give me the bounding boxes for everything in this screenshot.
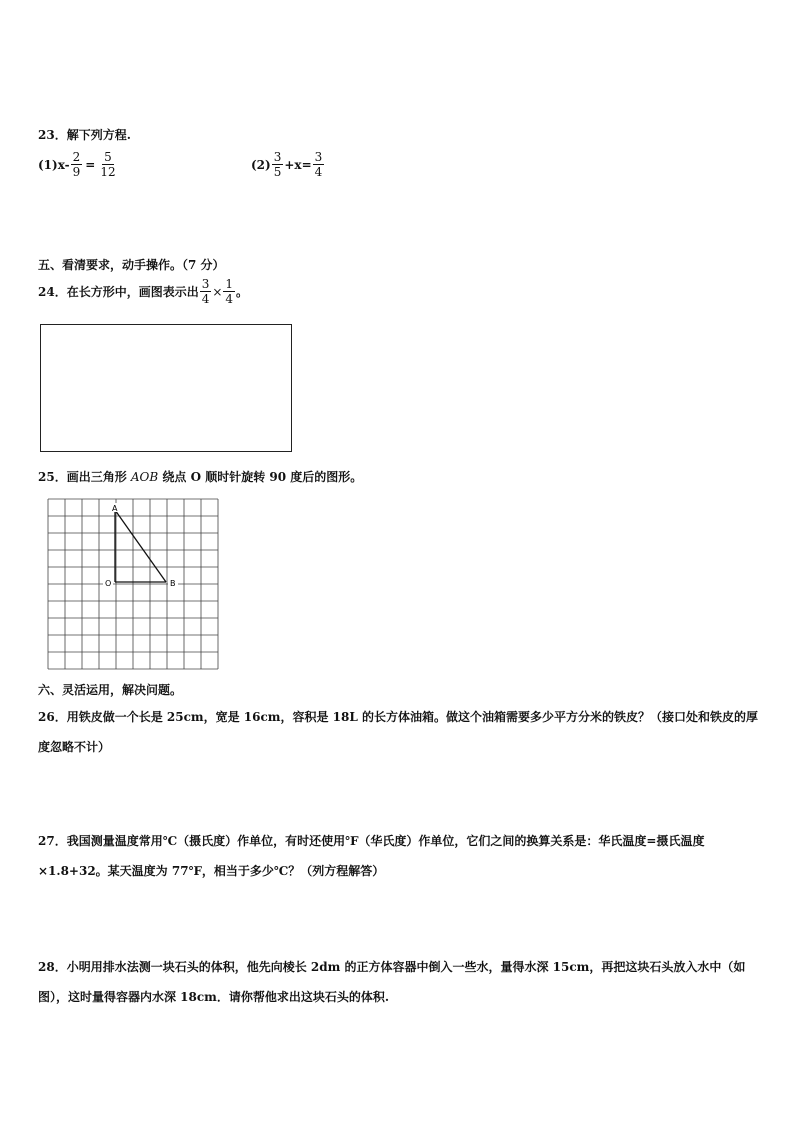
eq1-fraction-1	[71, 150, 83, 179]
q24-f2-numerator: 1	[225, 277, 234, 291]
eq1-prefix: (1)x-	[38, 157, 70, 172]
eq1-f2-numerator: 5	[104, 150, 112, 164]
q23-equation-2	[251, 150, 325, 179]
eq2-f1-denominator: 5	[273, 165, 282, 179]
q24-fraction-2	[223, 277, 235, 306]
q24-question	[38, 277, 248, 306]
q26-text: 26．用铁皮做一个长是 25cm，宽是 16cm，容积是 18L 的长方体油箱。做这个油箱需要多少平方分米的铁皮？（接口处和铁皮的厚度忽略不计）	[38, 710, 758, 754]
eq1-f1-numerator: 2	[72, 150, 81, 164]
q25-aob: AOB	[130, 470, 159, 484]
eq2-fraction-1	[272, 150, 284, 179]
q25-question	[38, 468, 362, 485]
eq2-fraction-2	[313, 150, 325, 179]
q25-suffix: 绕点 O 顺时针旋转 90 度后的图形。	[162, 470, 363, 484]
eq2-f2-denominator: 4	[314, 165, 323, 179]
section-5-title: 五、看清要求，动手操作。（7 分）	[38, 258, 225, 272]
q24-fraction-1	[200, 277, 212, 306]
eq1-f2-denominator: 12	[100, 165, 116, 179]
q24-f1-numerator: 3	[201, 277, 210, 291]
q27-text: 27．我国测量温度常用℃（摄氏度）作单位，有时还使用℉（华氏度）作单位，它们之间的换算关系是：华氏温度=摄氏温度×1.8+32。某天温度为 77℉，相当于多少℃？（列方程解答）	[38, 834, 705, 878]
point-label-o: O	[105, 579, 112, 588]
q24-rectangle	[40, 324, 292, 452]
triangle-side-ab	[115, 510, 166, 582]
q23-title: 23．解下列方程.	[38, 128, 131, 142]
eq2-f1-numerator: 3	[273, 150, 282, 164]
q23-equation-1	[38, 150, 119, 179]
point-label-a: A	[112, 504, 118, 513]
q24-f2-denominator: 4	[225, 292, 234, 306]
eq1-mid: =	[85, 157, 96, 172]
q24-f1-denominator: 4	[201, 292, 210, 306]
grid-lines	[48, 499, 218, 669]
point-label-b: B	[170, 579, 176, 588]
eq2-prefix: (2)	[251, 157, 271, 172]
eq1-f1-denominator: 9	[72, 165, 81, 179]
q28-text: 28．小明用排水法测一块石头的体积，他先向棱长 2dm 的正方体容器中倒入一些水，量得水深 15cm，再把这块石头放入水中（如图），这时量得容器内水深 18cm．请你帮他求出这块石头的体积.	[38, 960, 746, 1004]
q24-suffix: 。	[236, 285, 249, 299]
section-6-title: 六、灵活运用，解决问题。	[38, 683, 183, 697]
eq2-f2-numerator: 3	[314, 150, 323, 164]
q25-grid-figure	[47, 498, 219, 670]
q24-times: ×	[212, 284, 223, 299]
q24-prefix: 24．在长方形中，画图表示出	[38, 285, 199, 299]
eq2-mid: +x=	[284, 157, 312, 172]
q25-prefix: 25．画出三角形	[38, 470, 127, 484]
eq1-fraction-2	[98, 150, 117, 179]
